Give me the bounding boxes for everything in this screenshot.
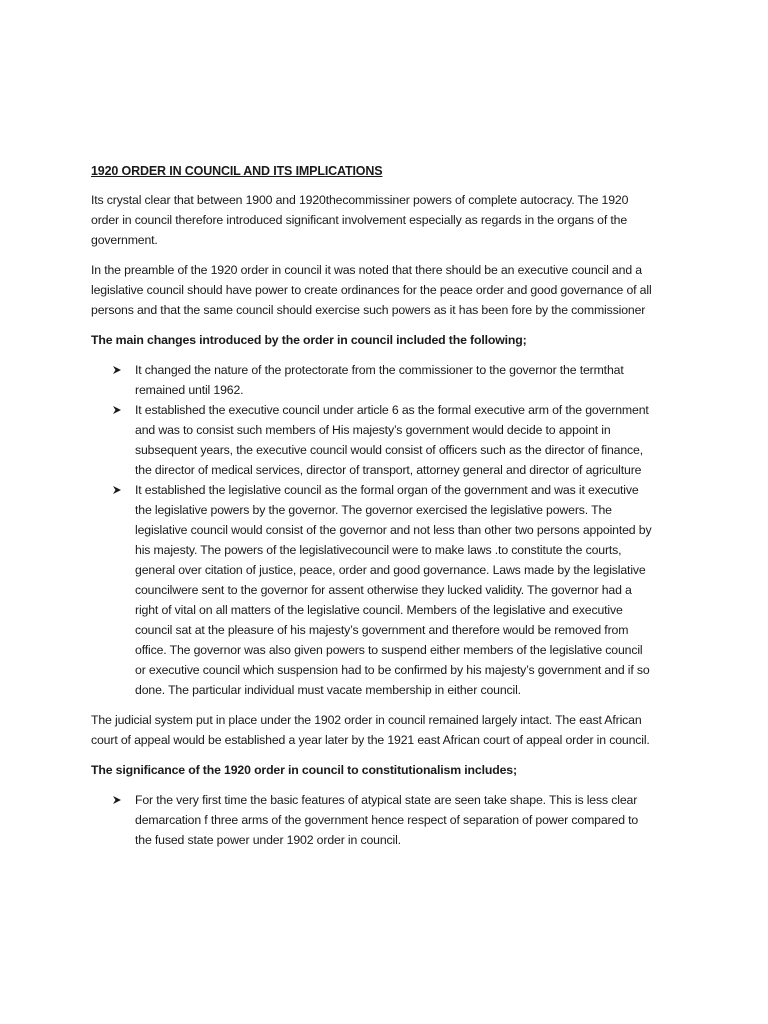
paragraph-judicial: The judicial system put in place under the 1902 order in council remained largely intact. The east African court of appeal would be established a year later by the 1921 east African court of appeal order in council.: [91, 713, 650, 747]
list-item: [91, 480, 653, 700]
arrowhead-bullet-icon: [112, 360, 126, 375]
paragraph-preamble: In the preamble of the 1920 order in council it was noted that there should be an executive council and a legislative council should have power to create ordinances for the peace order and good governance of all persons and that the same council should exercise such powers as it has been fore by the commissioner: [91, 263, 652, 317]
list-item-text: It changed the nature of the protectorate from the commissioner to the governor the termthat remained until 1962.: [135, 363, 624, 397]
arrowhead-bullet-icon: [112, 790, 126, 805]
arrowhead-bullet-icon: [112, 400, 126, 415]
list-item: [91, 790, 653, 850]
document-title: 1920 ORDER IN COUNCIL AND ITS IMPLICATIONS: [91, 164, 383, 178]
significance-list: [91, 790, 653, 850]
significance-heading: The significance of the 1920 order in council to constitutionalism includes;: [91, 763, 517, 777]
arrowhead-bullet-icon: [112, 480, 126, 495]
list-item: [91, 360, 653, 400]
changes-list: [91, 360, 653, 700]
list-item-text: It established the executive council under article 6 as the formal executive arm of the government and was to consist such members of His majesty’s government would decide to appoint in subsequent years, the executive council would consist of officers such as the director of finance, the director of medical services, director of transport, attorney general and director of agriculture: [135, 403, 649, 477]
list-item-text: It established the legislative council as the formal organ of the government and was it executive the legislative powers by the governor. The governor exercised the legislative powers. The legislative council would consist of the governor and not less than other two persons appointed by his majesty. The powers of the legislativecouncil were to make laws .to constitute the courts, general over citation of justice, peace, order and good governance. Laws made by the legislative councilwere sent to the governor for assent otherwise they lucked validity. The governor had a right of vital on all matters of the legislative council. Members of the legislative and executive council sat at the pleasure of his majesty’s government and therefore would be removed from office. The governor was also given powers to suspend either members of the legislative council or executive council which suspension had to be confirmed by his majesty’s government and if so done. The particular individual must vacate membership in either council.: [135, 483, 652, 697]
document-page: [91, 161, 653, 860]
paragraph-intro: Its crystal clear that between 1900 and 1920thecommissiner powers of complete autocracy. The 1920 order in council therefore introduced significant involvement especially as regards in the organs of the government.: [91, 193, 629, 247]
changes-heading: The main changes introduced by the order in council included the following;: [91, 333, 527, 347]
list-item-text: For the very first time the basic features of atypical state are seen take shape. This is less clear demarcation f three arms of the government hence respect of separation of power compared to the fused state power under 1902 order in council.: [135, 793, 639, 847]
list-item: [91, 400, 653, 480]
